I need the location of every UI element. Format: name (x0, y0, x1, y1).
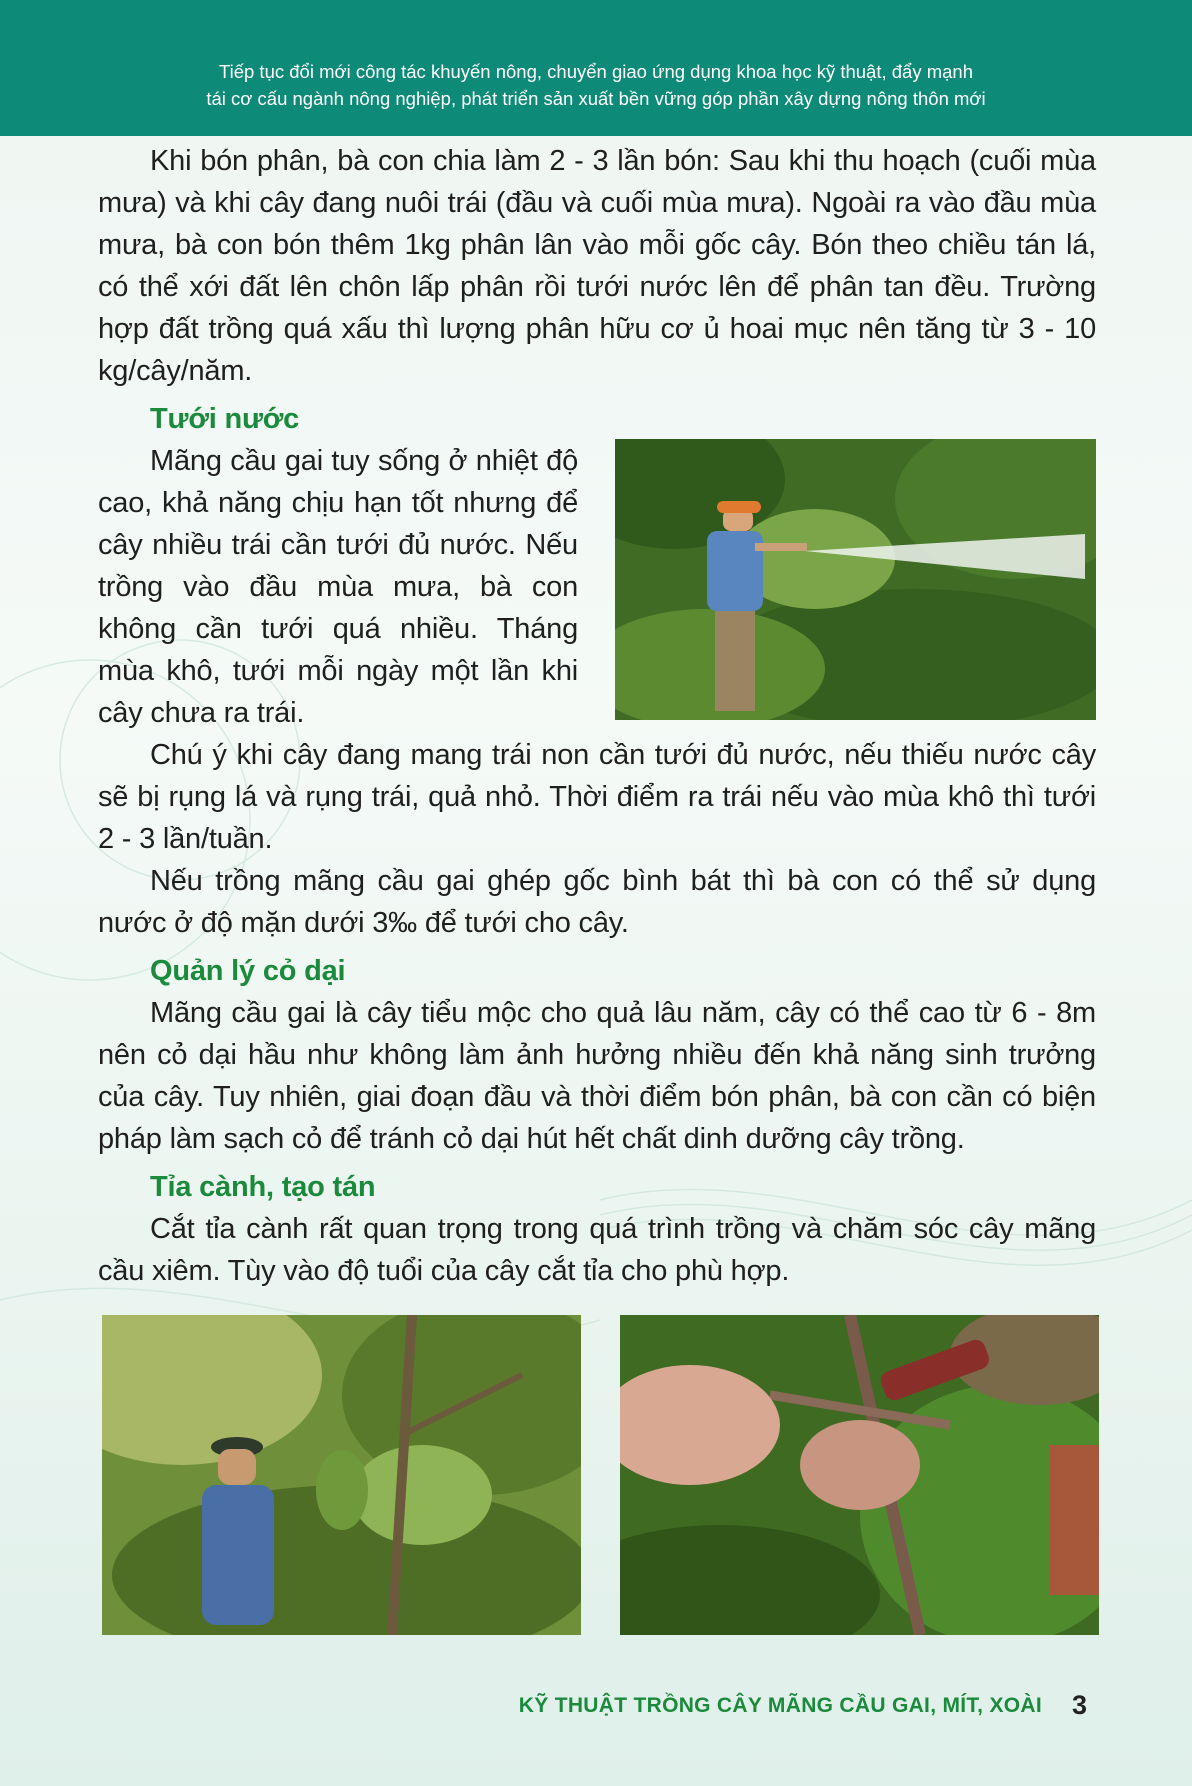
heading-weeds: Quản lý cỏ dại (150, 955, 346, 987)
watering-paragraph-2: Chú ý khi cây đang mang trái non cần tưới đủ nước, nếu thiếu nước cây sẽ bị rụng lá và rụng trái, quả nhỏ. Thời điểm ra trái nếu vào mùa khô thì tưới 2 - 3 lần/tuần. (98, 739, 1096, 855)
page-footer (0, 1690, 1192, 1726)
heading-watering: Tưới nước (150, 403, 300, 435)
weeds-paragraph: Mãng cầu gai là cây tiểu mộc cho quả lâu năm, cây có thể cao từ 6 - 8m nên cỏ dại hầu như không làm ảnh hưởng nhiều đến khả năng sinh trưởng của cây. Tuy nhiên, giai đoạn đầu và thời điểm bón phân, bà con cần có biện pháp làm sạch cỏ để tránh cỏ dại hút hết chất dinh dưỡng cây trồng. (98, 997, 1096, 1155)
photo-pruning-branch (620, 1315, 1099, 1635)
header-line-1: Tiếp tục đổi mới công tác khuyến nông, chuyển giao ứng dụng khoa học kỹ thuật, đẩy mạnh (218, 61, 974, 82)
pruning-paragraph: Cắt tỉa cành rất quan trọng trong quá trình trồng và chăm sóc cây mãng cầu xiêm. Tùy vào độ tuổi của cây cắt tỉa cho phù hợp. (98, 1213, 1096, 1287)
fertilizer-paragraph: Khi bón phân, bà con chia làm 2 - 3 lần bón: Sau khi thu hoạch (cuối mùa mưa) và khi cây đang nuôi trái (đầu và cuối mùa mưa). Ngoài ra vào đầu mùa mưa, bà con bón thêm 1kg phân lân vào mỗi gốc cây. Bón theo chiều tán lá, có thể xới đất lên chôn lấp phân rồi tưới nước lên để phân tan đều. Trường hợp đất trồng quá xấu thì lượng phân hữu cơ ủ hoai mục nên tăng từ 3 - 10 kg/cây/năm. (98, 145, 1096, 387)
watering-paragraph-3: Nếu trồng mãng cầu gai ghép gốc bình bát thì bà con có thể sử dụng nước ở độ mặn dưới 3‰ để tưới cho cây. (98, 865, 1096, 939)
photo-spraying-water (615, 439, 1096, 720)
heading-pruning: Tỉa cành, tạo tán (150, 1171, 376, 1203)
watering-paragraph-1: Mãng cầu gai tuy sống ở nhiệt độ cao, khả năng chịu hạn tốt nhưng để cây nhiều trái cần tưới đủ nước. Nếu trồng vào đầu mùa mưa, bà con không cần tưới quá nhiều. Tháng mùa khô, tưới mỗi ngày một lần khi cây chưa ra trái. (98, 445, 578, 729)
page-header (0, 0, 1192, 136)
header-line-2: tái cơ cấu ngành nông nghiệp, phát triển sản xuất bền vững góp phần xây dựng nông thôn mới (206, 88, 986, 109)
page-number: 3 (1072, 1690, 1088, 1720)
photo-man-with-soursop (102, 1315, 581, 1635)
footer-title: KỸ THUẬT TRỒNG CÂY MÃNG CẦU GAI, MÍT, XOÀI (518, 1694, 1042, 1717)
